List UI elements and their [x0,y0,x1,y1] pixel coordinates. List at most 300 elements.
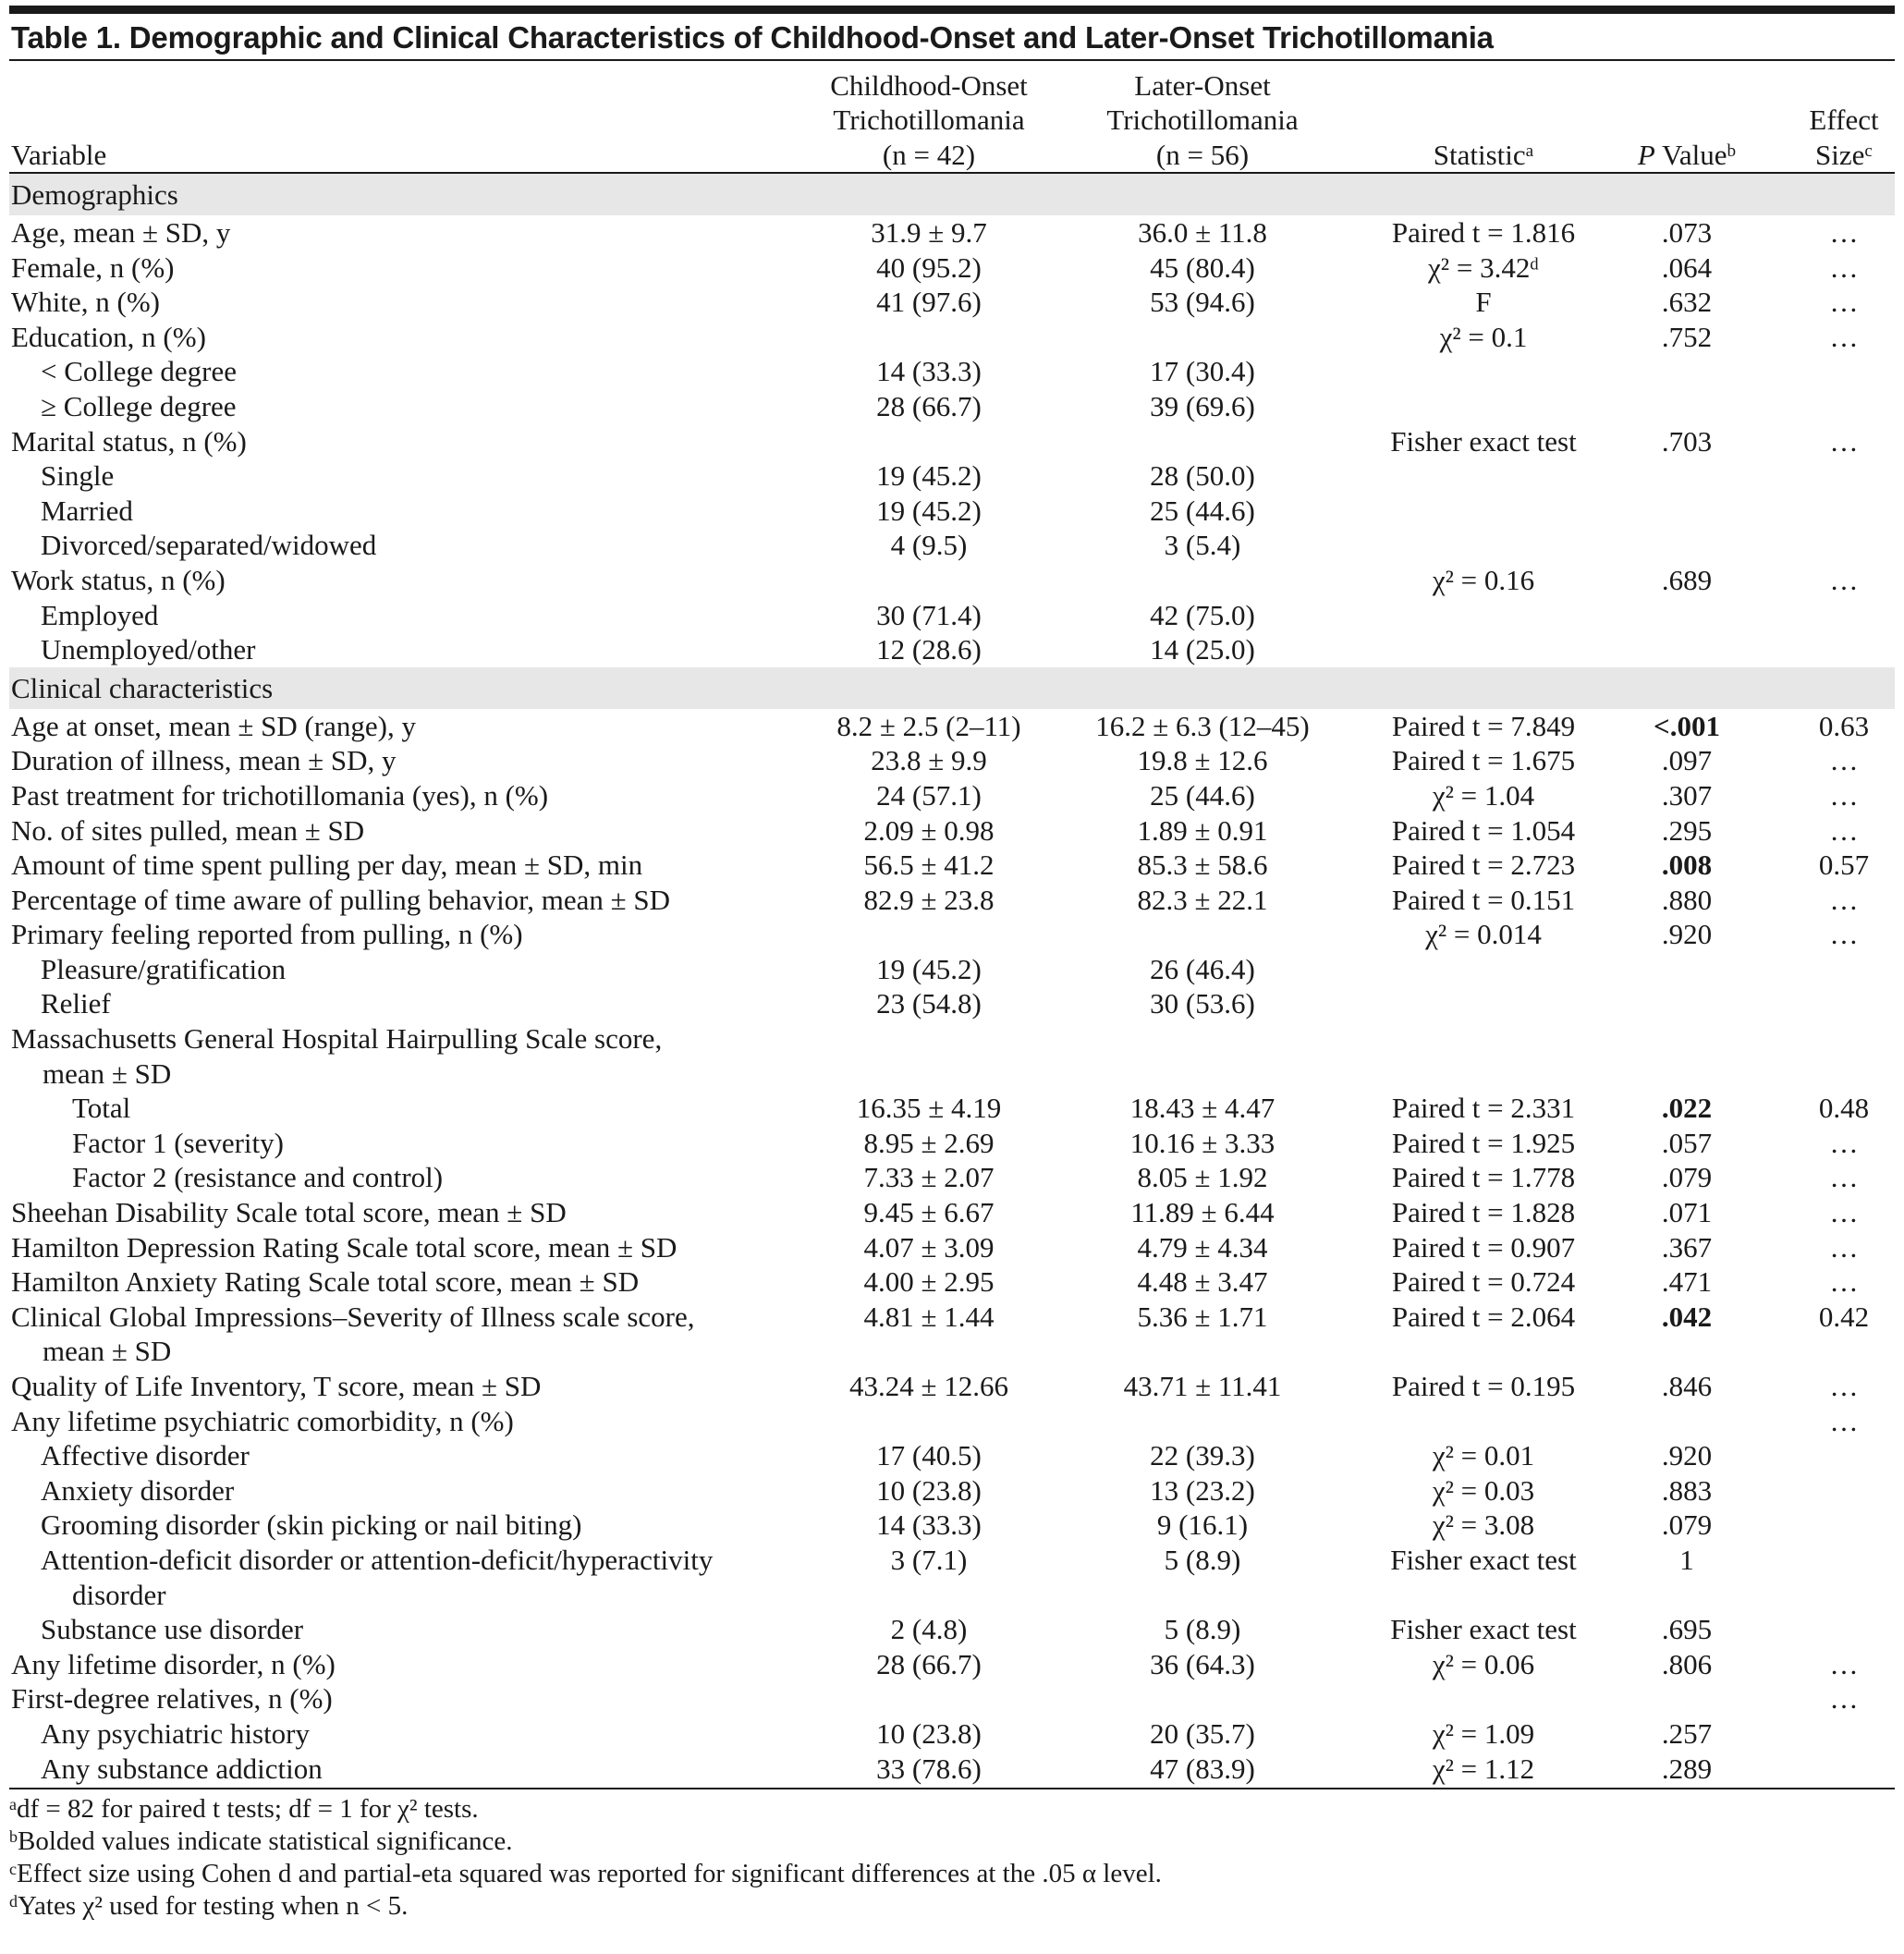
section-header [9,667,1895,709]
variable-label: Hamilton Depression Rating Scale total score, mean ± SD [11,1230,677,1264]
variable-cell [41,458,114,494]
variable-label: Marital status, n (%) [11,424,247,458]
statistic-value: Paired t = 1.778 [1391,1161,1576,1194]
top-rule [9,6,1895,14]
header-col1-line3: (n = 42) [882,138,976,171]
effect-size-value: … [1829,744,1859,777]
variable-label: Affective disorder [41,1439,250,1472]
later-onset-value: 36.0 ± 11.8 [1138,216,1267,249]
variable-cell [41,1438,250,1473]
variable-label: Any lifetime psychiatric comorbidity, n (%) [11,1404,514,1437]
effect-size-value: … [1829,1230,1859,1264]
p-value: .097 [1661,744,1713,777]
header-col2-line3: (n = 56) [1155,138,1250,171]
childhood-onset-value: 17 (40.5) [876,1439,982,1472]
childhood-onset-value: 8.2 ± 2.5 (2–11) [836,709,1021,742]
later-onset-value: 45 (80.4) [1150,250,1255,284]
variable-cell [11,1300,695,1369]
variable-cell [11,320,206,355]
footnote [9,1793,1886,1826]
variable-label: Clinical Global Impressions–Severity of Illness scale score, [11,1300,695,1333]
variable-label: Pleasure/gratification [41,952,287,985]
childhood-onset-value: 23.8 ± 9.9 [871,744,987,777]
variable-cell [41,632,255,667]
p-value: .689 [1661,563,1713,596]
p-value: 1 [1679,1543,1694,1576]
variable-cell [11,778,548,813]
later-onset-value: 14 (25.0) [1150,633,1255,666]
later-onset-value: 3 (5.4) [1164,529,1241,562]
variable-label-continued: mean ± SD [43,1335,172,1368]
table-row [9,424,1895,459]
table-row [9,1647,1895,1682]
table-row [9,1543,1895,1612]
variable-label: Grooming disorder (skin picking or nail biting) [41,1508,582,1542]
variable-cell [41,952,286,987]
table-row [9,917,1895,952]
later-onset-value: 4.79 ± 4.34 [1137,1230,1268,1264]
effect-size-value: … [1829,778,1859,812]
table-row [9,1091,1895,1126]
variable-label: Any substance addiction [41,1752,323,1785]
p-value: .307 [1661,778,1713,812]
later-onset-value: 36 (64.3) [1150,1647,1255,1680]
variable-label: Married [41,494,133,527]
variable-cell [41,1716,310,1752]
effect-size-value: … [1829,1682,1859,1716]
childhood-onset-value: 10 (23.8) [876,1716,982,1750]
variable-cell [41,1508,581,1543]
table-row [9,1716,1895,1752]
p-value: .752 [1661,320,1713,353]
variable-label: Total [72,1092,131,1125]
variable-label: Duration of illness, mean ± SD, y [11,744,397,777]
statistic-value: χ² = 3.42ᵈ [1428,250,1539,284]
statistic-value: F [1475,286,1492,319]
statistic-value: χ² = 0.03 [1432,1473,1535,1507]
p-value: .920 [1661,1439,1713,1472]
variable-label: Age, mean ± SD, y [11,216,231,249]
p-value: .057 [1661,1126,1713,1159]
later-onset-value: 85.3 ± 58.6 [1137,849,1268,882]
table-row [9,1752,1895,1787]
variable-label: Sheehan Disability Scale total score, mean ± SD [11,1196,567,1229]
table-row [9,1195,1895,1230]
variable-cell [11,1264,639,1300]
table-row [9,1160,1895,1195]
later-onset-value: 26 (46.4) [1150,952,1255,985]
footnote-marker: b [9,1826,18,1846]
statistic-value: χ² = 0.16 [1432,563,1535,596]
statistic-value: Paired t = 0.907 [1391,1230,1576,1264]
later-onset-value: 5 (8.9) [1164,1543,1241,1576]
childhood-onset-value: 24 (57.1) [876,778,982,812]
effect-size-value: … [1829,424,1859,458]
childhood-onset-value: 41 (97.6) [876,286,982,319]
variable-label: Primary feeling reported from pulling, n (%) [11,918,523,951]
footnote [9,1890,1886,1923]
effect-size-value: … [1829,1370,1859,1402]
table-title: Table 1. Demographic and Clinical Characteristics of Childhood-Onset and Later-Onset Trichotillomania [11,20,1494,55]
later-onset-value: 42 (75.0) [1150,598,1255,631]
later-onset-value: 5 (8.9) [1164,1613,1241,1646]
variable-label: Any lifetime disorder, n (%) [11,1647,336,1680]
variable-label: < College degree [41,355,238,388]
variable-label: Age at onset, mean ± SD (range), y [11,709,416,742]
variable-label: Hamilton Anxiety Rating Scale total score, mean ± SD [11,1265,640,1299]
childhood-onset-value: 9.45 ± 6.67 [863,1196,995,1229]
statistic-value: Fisher exact test [1390,424,1577,458]
variable-cell [11,1681,333,1716]
p-value: .695 [1661,1613,1713,1646]
p-value: .289 [1661,1752,1713,1785]
table-row [9,1438,1895,1473]
effect-size-value: 0.42 [1818,1300,1870,1333]
effect-size-value: … [1829,320,1859,353]
variable-cell [11,1404,514,1439]
variable-cell [11,917,523,952]
childhood-onset-value: 4 (9.5) [890,529,968,562]
header-variable [11,63,381,172]
p-value: .883 [1661,1473,1713,1507]
header-effect-sup: c [1864,140,1873,161]
variable-cell [41,1543,713,1612]
footnote-text: df = 82 for paired t tests; df = 1 for χ² tests. [16,1794,479,1824]
table-row [9,1264,1895,1300]
childhood-onset-value: 12 (28.6) [876,633,982,666]
table-row [9,285,1895,320]
variable-label: First-degree relatives, n (%) [11,1682,333,1716]
table-row [9,320,1895,355]
childhood-onset-value: 56.5 ± 41.2 [863,849,995,882]
table-row [9,598,1895,633]
statistic-value: χ² = 1.09 [1432,1716,1535,1750]
variable-cell [11,1647,336,1682]
variable-cell [11,709,416,744]
header-effect-size [1793,63,1895,172]
header-statistic [1340,63,1627,172]
footnote-marker: c [9,1859,17,1878]
variable-cell [41,389,237,424]
later-onset-value: 22 (39.3) [1150,1439,1255,1472]
table-row [9,389,1895,424]
statistic-value: χ² = 1.04 [1432,778,1535,812]
statistic-value: Paired t = 7.849 [1391,709,1576,742]
header-childhood-onset [804,63,1054,172]
header-col1-line1: Childhood-Onset [830,68,1028,102]
table-row [9,1300,1895,1369]
table-row [9,494,1895,529]
childhood-onset-value: 33 (78.6) [876,1752,982,1785]
variable-label: Any psychiatric history [41,1716,311,1750]
variable-cell [11,424,247,459]
variable-label: Quality of Life Inventory, T score, mean ± SD [11,1370,542,1402]
variable-cell [11,1021,662,1091]
variable-label: Percentage of time aware of pulling behavior, mean ± SD [11,883,671,916]
effect-size-value: … [1829,250,1859,284]
footnote-text: Bolded values indicate statistical significance. [17,1826,513,1856]
header-col2-line1: Later-Onset [1134,68,1271,102]
effect-size-value: … [1829,1404,1859,1437]
section-label: Demographics [11,178,178,211]
later-onset-value: 8.05 ± 1.92 [1137,1161,1268,1194]
later-onset-value: 16.2 ± 6.3 (12–45) [1095,709,1310,742]
later-onset-value: 10.16 ± 3.33 [1129,1126,1275,1159]
footnote-text: Effect size using Cohen d and partial-eta squared was reported for significant differences at the .05 α level. [16,1859,1162,1888]
effect-size-value: … [1829,563,1859,596]
table-row [9,1126,1895,1161]
bottom-rule [9,1788,1895,1789]
variable-label: Attention-deficit disorder or attention-deficit/hyperactivity [41,1543,714,1576]
p-value: .806 [1661,1647,1713,1680]
variable-label: Factor 1 (severity) [72,1126,284,1159]
table-row [9,528,1895,563]
later-onset-value: 25 (44.6) [1150,494,1255,527]
p-value: .079 [1661,1161,1713,1194]
statistic-value: Paired t = 1.925 [1391,1126,1576,1159]
header-col2-line2: Trichotillomania [1106,104,1299,136]
later-onset-value: 17 (30.4) [1150,355,1255,388]
table-row [9,1021,1895,1091]
p-value: .071 [1661,1196,1713,1229]
variable-cell [11,250,174,286]
childhood-onset-value: 28 (66.7) [876,389,982,422]
variable-cell [41,528,376,563]
variable-cell [11,743,397,778]
variable-cell [11,883,670,918]
variable-cell [11,215,230,250]
p-value: .703 [1661,424,1713,458]
effect-size-value: 0.48 [1818,1092,1870,1125]
variable-cell [41,1612,303,1647]
childhood-onset-value: 19 (45.2) [876,459,982,493]
effect-size-value: … [1829,1265,1859,1299]
statistic-value: Paired t = 1.054 [1391,813,1576,847]
header-variable-label: Variable [11,138,107,171]
title-rule [9,59,1895,61]
later-onset-value: 19.8 ± 12.6 [1137,744,1268,777]
table-row [9,848,1895,883]
variable-label: White, n (%) [11,286,160,319]
table-row [9,632,1895,667]
effect-size-value: … [1829,883,1859,916]
statistic-value: χ² = 3.08 [1432,1508,1535,1542]
table-row [9,813,1895,849]
childhood-onset-value: 4.07 ± 3.09 [863,1230,995,1264]
childhood-onset-value: 82.9 ± 23.8 [863,883,995,916]
effect-size-value: … [1829,216,1859,249]
effect-size-value: … [1829,813,1859,847]
statistic-value: Paired t = 1.816 [1391,216,1576,249]
variable-cell [41,1752,323,1787]
statistic-value: χ² = 0.014 [1425,918,1542,951]
statistic-value: Fisher exact test [1390,1613,1577,1646]
variable-cell [41,598,158,633]
later-onset-value: 11.89 ± 6.44 [1130,1196,1275,1229]
data-table [9,174,1895,1786]
childhood-onset-value: 23 (54.8) [876,987,982,1020]
header-statistic-label: Statistic [1433,138,1526,171]
variable-label: Substance use disorder [41,1613,304,1646]
p-value: .022 [1661,1092,1713,1125]
table-row [9,986,1895,1021]
variable-cell [11,813,364,849]
p-value: .471 [1661,1265,1713,1299]
table-row [9,1369,1895,1404]
childhood-onset-value: 3 (7.1) [890,1543,968,1576]
later-onset-value: 30 (53.6) [1150,987,1255,1020]
childhood-onset-value: 40 (95.2) [876,250,982,284]
footnote [9,1858,1886,1890]
p-value: .042 [1661,1300,1713,1333]
statistic-value: Paired t = 2.064 [1391,1300,1576,1333]
effect-size-value: … [1829,1647,1859,1680]
effect-size-value: … [1829,1196,1859,1229]
p-value: .257 [1661,1716,1713,1750]
later-onset-value: 13 (23.2) [1150,1473,1255,1507]
table-row [9,743,1895,778]
later-onset-value: 53 (94.6) [1150,286,1255,319]
table-row [9,215,1895,250]
later-onset-value: 43.71 ± 11.41 [1123,1370,1282,1402]
variable-label: Past treatment for trichotillomania (yes), n (%) [11,778,549,812]
footnote-marker: d [9,1891,18,1911]
childhood-onset-value: 30 (71.4) [876,598,982,631]
statistic-value: Paired t = 2.331 [1391,1092,1576,1125]
childhood-onset-value: 10 (23.8) [876,1473,982,1507]
header-effect-line1: Effect [1809,104,1879,136]
later-onset-value: 28 (50.0) [1150,459,1255,493]
table-row [9,563,1895,598]
p-value: .079 [1661,1508,1713,1542]
p-value: .367 [1661,1230,1713,1264]
p-value: .846 [1661,1370,1713,1402]
variable-cell [41,494,133,529]
header-p-sup: b [1727,140,1737,161]
childhood-onset-value: 19 (45.2) [876,952,982,985]
table-row [9,1404,1895,1439]
table-row [9,1508,1895,1543]
statistic-value: χ² = 1.12 [1432,1752,1535,1785]
header-effect-line2: Size [1815,138,1865,171]
p-value: .920 [1661,918,1713,951]
later-onset-value: 47 (83.9) [1150,1752,1255,1785]
p-value: <.001 [1654,709,1720,742]
p-value: .295 [1661,813,1713,847]
effect-size-value: … [1829,1161,1859,1194]
statistic-value: Paired t = 1.675 [1391,744,1576,777]
table-row [9,354,1895,389]
childhood-onset-value: 31.9 ± 9.7 [871,216,987,249]
effect-size-value: … [1829,918,1859,951]
variable-label: Relief [41,987,111,1020]
header-col1-line2: Trichotillomania [833,104,1025,136]
variable-label: Massachusetts General Hospital Hairpulling Scale score, [11,1022,663,1056]
later-onset-value: 18.43 ± 4.47 [1129,1092,1275,1125]
table-row [9,883,1895,918]
statistic-value: Fisher exact test [1390,1543,1577,1576]
later-onset-value: 39 (69.6) [1150,389,1255,422]
table-row [9,250,1895,286]
table-row [9,778,1895,813]
statistic-value: Paired t = 2.723 [1391,849,1576,882]
later-onset-value: 5.36 ± 1.71 [1137,1300,1268,1333]
p-value: .073 [1661,216,1713,249]
variable-cell [11,285,160,320]
variable-label: Single [41,459,115,493]
variable-label: Unemployed/other [41,633,256,666]
variable-cell [11,1195,567,1230]
section-header [9,174,1895,215]
variable-label-continued: disorder [72,1578,166,1611]
table-row [9,952,1895,987]
variable-label: ≥ College degree [41,389,237,422]
header-p-italic: P [1637,138,1655,171]
childhood-onset-value: 16.35 ± 4.19 [856,1092,1002,1125]
footnote-marker: a [9,1794,17,1814]
table-row [9,1473,1895,1508]
variable-cell [11,1369,541,1404]
variable-cell [41,1473,234,1508]
header-p-value [1617,63,1756,172]
effect-size-value: … [1829,1126,1859,1159]
table-row [9,1612,1895,1647]
childhood-onset-value: 4.81 ± 1.44 [863,1300,995,1333]
footnote-text: Yates χ² used for testing when n < 5. [17,1891,409,1921]
childhood-onset-value: 14 (33.3) [876,355,982,388]
header-later-onset [1078,63,1327,172]
childhood-onset-value: 14 (33.3) [876,1508,982,1542]
childhood-onset-value: 2 (4.8) [890,1613,968,1646]
childhood-onset-value: 28 (66.7) [876,1647,982,1680]
variable-label: Anxiety disorder [41,1473,235,1507]
later-onset-value: 1.89 ± 0.91 [1137,813,1268,847]
variable-label-continued: mean ± SD [43,1056,172,1090]
later-onset-value: 20 (35.7) [1150,1716,1255,1750]
header-statistic-sup: a [1525,140,1534,161]
variable-label: Work status, n (%) [11,563,226,596]
childhood-onset-value: 4.00 ± 2.95 [863,1265,995,1299]
later-onset-value: 82.3 ± 22.1 [1137,883,1268,916]
childhood-onset-value: 7.33 ± 2.07 [863,1161,995,1194]
variable-label: Amount of time spent pulling per day, mean ± SD, min [11,849,643,882]
variable-label: No. of sites pulled, mean ± SD [11,813,365,847]
later-onset-value: 25 (44.6) [1150,778,1255,812]
variable-label: Employed [41,598,159,631]
childhood-onset-value: 8.95 ± 2.69 [863,1126,995,1159]
variable-label: Female, n (%) [11,250,175,284]
statistic-value: χ² = 0.1 [1439,320,1528,353]
statistic-value: Paired t = 0.195 [1391,1370,1576,1402]
statistic-value: Paired t = 1.828 [1391,1196,1576,1229]
childhood-onset-value: 43.24 ± 12.66 [848,1370,1008,1402]
effect-size-value: … [1829,286,1859,319]
variable-label: Education, n (%) [11,320,206,353]
statistic-value: χ² = 0.01 [1432,1439,1535,1472]
statistic-value: Paired t = 0.724 [1391,1265,1576,1299]
header-p-label: Value [1654,138,1727,171]
table-row [9,709,1895,744]
variable-label: Divorced/separated/widowed [41,529,377,562]
p-value: .064 [1661,250,1713,284]
variable-label: Factor 2 (resistance and control) [72,1161,444,1194]
effect-size-value: 0.57 [1818,849,1870,882]
footnotes [9,1793,1886,1923]
variable-cell [72,1126,284,1161]
childhood-onset-value: 2.09 ± 0.98 [863,813,995,847]
footnote [9,1826,1886,1858]
effect-size-value: 0.63 [1818,709,1870,742]
